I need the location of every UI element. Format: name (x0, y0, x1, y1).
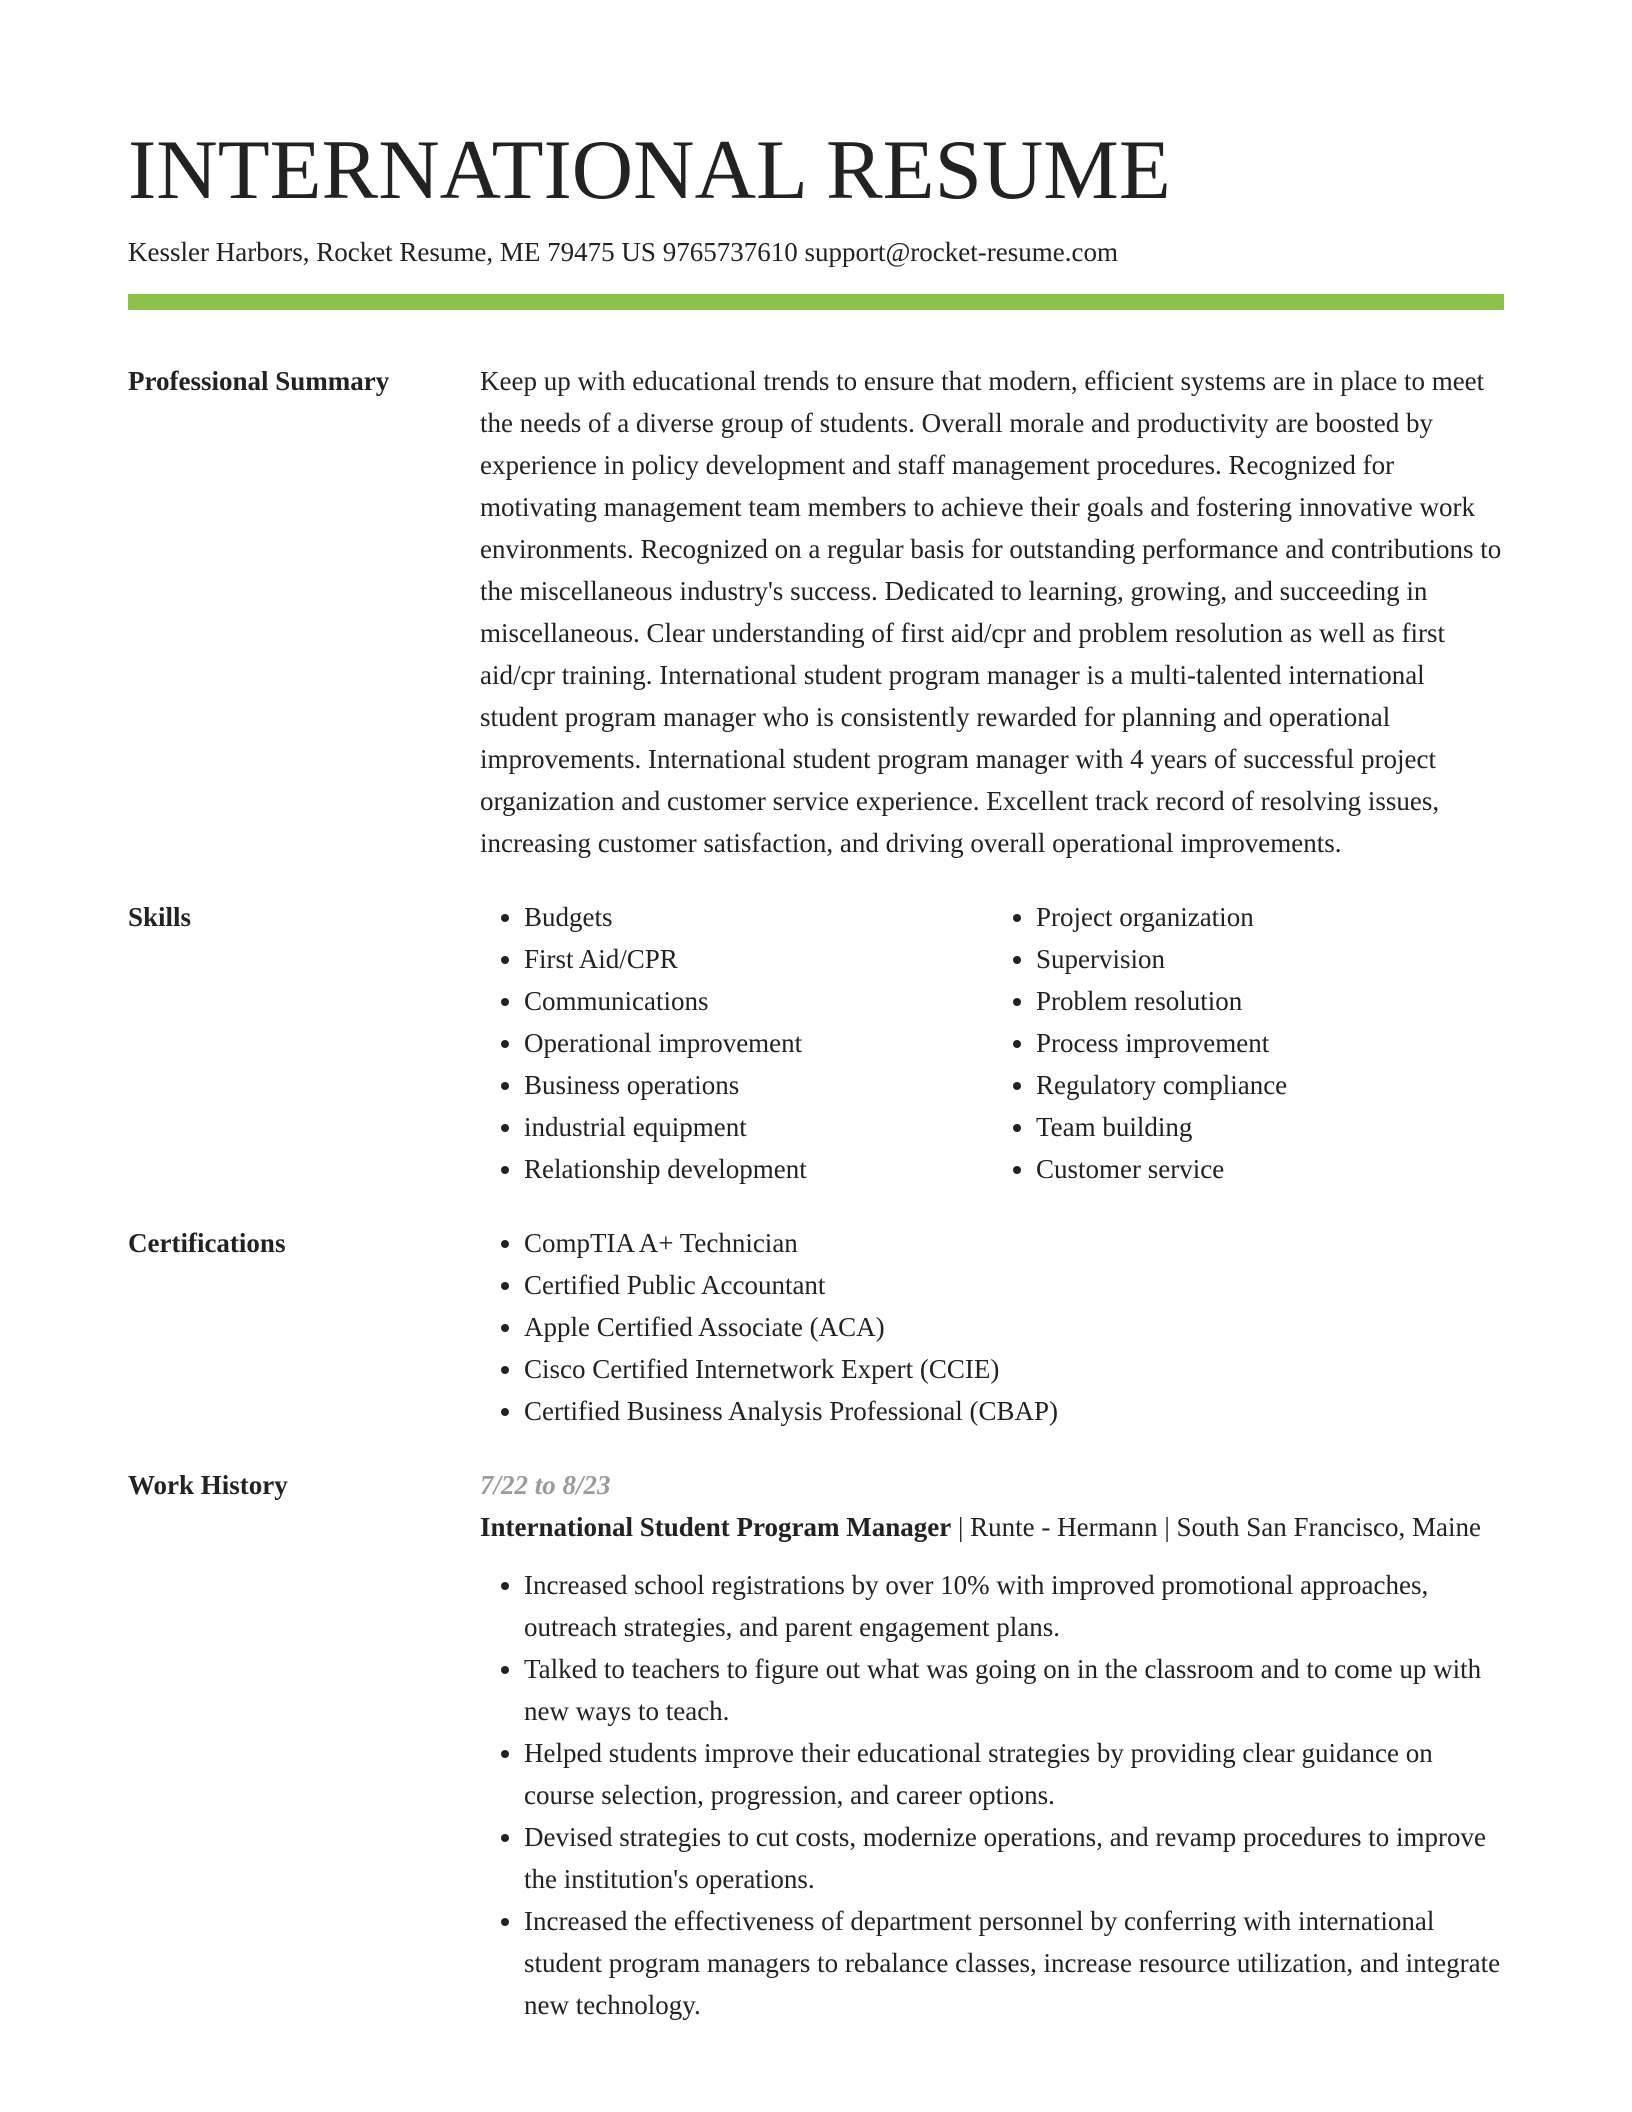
skill-item: • Communications (524, 980, 992, 1022)
job-bullet: • Talked to teachers to figure out what was going on in the classroom and to come up with new ways to teach. (524, 1648, 1504, 1732)
skills-list-right (992, 896, 1504, 1190)
skill-item: • Process improvement (1036, 1022, 1504, 1064)
job-bullet: • Increased the effectiveness of department personnel by conferring with international student program managers to rebalance classes, increase resource utilization, and integrate new technology. (524, 1900, 1504, 2026)
skill-item: • Team building (1036, 1106, 1504, 1148)
accent-divider (128, 294, 1504, 310)
job-bullet: • Helped students improve their educational strategies by providing clear guidance on course selection, progression, and career options. (524, 1732, 1504, 1816)
certifications-list (480, 1222, 1504, 1432)
email: support@rocket-resume.com (804, 237, 1118, 267)
section-label-summary: Professional Summary (128, 366, 390, 396)
skill-item: • industrial equipment (524, 1106, 992, 1148)
skill-item: • Regulatory compliance (1036, 1064, 1504, 1106)
skill-item: • Relationship development (524, 1148, 992, 1190)
job-bullet: • Devised strategies to cut costs, modernize operations, and revamp procedures to improve the institution's operations. (524, 1816, 1504, 1900)
skill-item: • Operational improvement (524, 1022, 992, 1064)
certification-item: • Apple Certified Associate (ACA) (524, 1306, 1504, 1348)
certification-item: • Certified Business Analysis Professional (CBAP) (524, 1390, 1504, 1432)
resume-title: INTERNATIONAL RESUME (128, 123, 1171, 217)
summary-section (128, 360, 1504, 864)
skill-item: • Customer service (1036, 1148, 1504, 1190)
contact-line (128, 232, 1504, 272)
section-label-skills: Skills (128, 902, 192, 932)
job-dates: 7/22 to 8/23 (480, 1470, 611, 1500)
skills-list-left (480, 896, 992, 1190)
section-label-work-history: Work History (128, 1470, 288, 1500)
section-label-certifications: Certifications (128, 1228, 286, 1258)
job-details: | Runte - Hermann | South San Francisco, Maine (951, 1512, 1481, 1542)
job-bullets (480, 1564, 1504, 2026)
skill-item: • Supervision (1036, 938, 1504, 980)
job-heading (480, 1506, 1504, 1548)
certification-item: • Certified Public Accountant (524, 1264, 1504, 1306)
summary-text: Keep up with educational trends to ensure that modern, efficient systems are in place to meet the needs of a diverse group of students. Overall morale and productivity are boosted by experience in policy development and staff management procedures. Recognized for motivating management team members to achieve their goals and fostering innovative work environments. Recognized on a regular basis for outstanding performance and contributions to the miscellaneous industry's success. Dedicated to learning, growing, and succeeding in miscellaneous. Clear understanding of first aid/cpr and problem resolution as well as first aid/cpr training. International student program manager is a multi-talented international student program manager who is consistently rewarded for planning and operational improvements. International student program manager with 4 years of successful project organization and customer service experience. Excellent track record of resolving issues, increasing customer satisfaction, and driving overall operational improvements. (480, 366, 1502, 858)
address: Kessler Harbors, Rocket Resume, ME 79475 US (128, 237, 656, 267)
phone: 9765737610 (662, 237, 798, 267)
skill-item: • Project organization (1036, 896, 1504, 938)
certification-item: • CompTIA A+ Technician (524, 1222, 1504, 1264)
certification-item: • Cisco Certified Internetwork Expert (CCIE) (524, 1348, 1504, 1390)
job-bullet: • Increased school registrations by over 10% with improved promotional approaches, outreach strategies, and parent engagement plans. (524, 1564, 1504, 1648)
skill-item: • Business operations (524, 1064, 992, 1106)
skill-item: • First Aid/CPR (524, 938, 992, 980)
certifications-section (128, 1222, 1504, 1432)
work-history-section (128, 1464, 1504, 2026)
skills-section (128, 896, 1504, 1190)
job-title: International Student Program Manager (480, 1512, 952, 1542)
job-entry (480, 1464, 1504, 2026)
skill-item: • Budgets (524, 896, 992, 938)
skill-item: • Problem resolution (1036, 980, 1504, 1022)
